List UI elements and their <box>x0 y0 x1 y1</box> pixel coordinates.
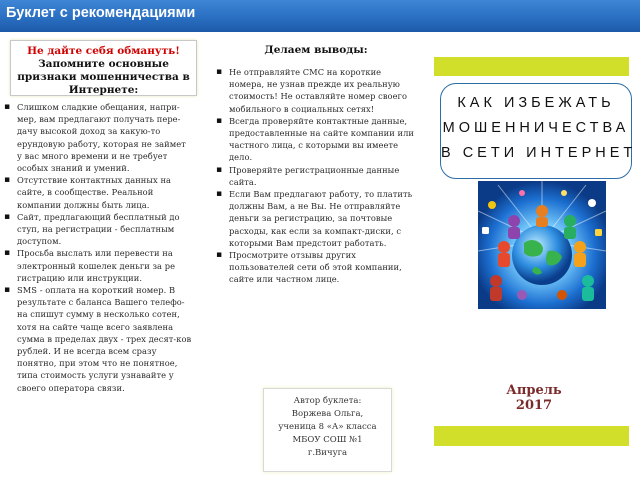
globe-icon <box>478 181 606 309</box>
conclusions-list <box>216 66 414 286</box>
page-title: Буклет с рекомендациями <box>6 5 196 21</box>
booklet-title-line: В СЕТИ ИНТЕРНЕТ <box>441 145 637 161</box>
booklet-title-line: МОШЕННИЧЕСТВА <box>442 120 630 136</box>
author-line: МБОУ СОШ №1 <box>292 435 363 445</box>
header-bar <box>0 0 640 32</box>
author-line: г.Вичуга <box>307 448 348 458</box>
booklet-title-box <box>440 83 637 179</box>
signs-list <box>4 101 193 394</box>
list-item: ▪ Если Вам предлагают работу, то платить должны Вам, а не Вы. Не отправляйте деньги за регистрацию, за почтовые расходы, как если за компакт-диски, с которыми Вам предстоит работать. <box>216 188 414 249</box>
globe-people-illustration <box>478 181 606 309</box>
date-block <box>484 383 584 413</box>
accent-bar-top <box>434 57 629 76</box>
list-item: ▪ SMS - оплата на короткий номер. В результате с баланса Вашего телефо-на спишут сумму в несколько сотен, хотя на сайте чаще всего заявлена сумма в пределах двух - трех десят-ков рублей. И не всегда всем сразу понятно, при этом что не понятное, типа стоимость услуги узнавайте у своего оператора связи. <box>4 284 193 394</box>
list-item: ▪ Слишком сладкие обещания, напри-мер, вам предлагают получать пере-дачу высокой доход за какую-то ерундовую работу, которая не займет у вас много времени и не требует особых знаний и умений. <box>4 101 193 174</box>
booklet-title-line: КАК ИЗБЕЖАТЬ <box>457 95 615 111</box>
author-box <box>263 388 392 472</box>
list-item: ▪ Отсутствие контактных данных на сайте, в сообществе. Реальной компании должны быть лица. <box>4 174 193 211</box>
list-item: ▪ Проверяйте регистрационные данные сайта. <box>216 164 414 188</box>
author-line: Автор буклета: <box>293 396 362 406</box>
author-line: ученица 8 «А» класса <box>278 422 377 432</box>
list-item: ▪ Сайт, предлагающий бесплатный до ступ, на регистрации - бесплатным доступом. <box>4 211 193 248</box>
date-year: 2017 <box>515 398 553 413</box>
warning-subheadline: Запомните основные признаки мошенничества в Интернете: <box>17 58 190 96</box>
conclusions-title: Делаем выводы: <box>264 44 368 56</box>
list-item: ▪ Всегда проверяйте контактные данные, предоставленные на сайте компании или частного лица, с которыми вы имеете дело. <box>216 115 414 164</box>
list-item: ▪ Просмотрите отзывы других пользователей сети об этой компании, сайте или частном лице. <box>216 249 414 286</box>
accent-bar-bottom <box>434 426 629 446</box>
list-item: ▪ Не отправляйте СМС на короткие номера, не узнав прежде их реальную стоимость! Не оставляйте номер своего мобильного в социальных сетях! <box>216 66 414 115</box>
date-month: Апрель <box>506 383 562 398</box>
author-line: Воржева Ольга, <box>291 409 364 419</box>
warning-headline: Не дайте себя обмануть! <box>27 45 180 57</box>
list-item: ▪ Просьба выслать или перевести на электронный кошелек деньги за ре гистрацию или инструкции. <box>4 247 193 284</box>
warning-box <box>10 40 197 96</box>
